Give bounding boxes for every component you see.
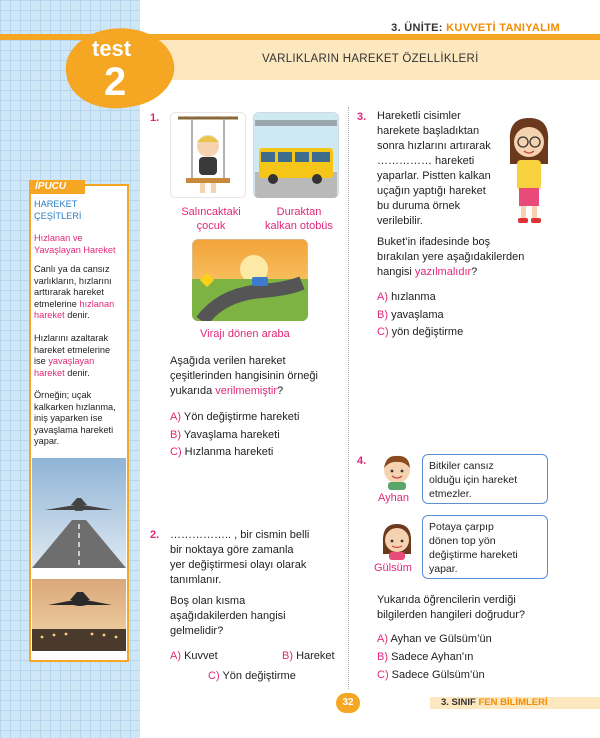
caption-swing: Salıncaktaki çocuk [181, 206, 241, 232]
q1-option-c[interactable]: C) Hızlanma hareketi [170, 446, 274, 458]
page-number: 32 [336, 693, 360, 713]
q4-question: Yukarıda öğrencilerin verdiği bilgilerden hangileri doğrudur? [377, 594, 525, 621]
q1-stem: Aşağıda verilen hareket çeşitlerinden hangisinin örneği yukarıda verilmemiştir? [170, 355, 318, 397]
q2-option-b[interactable]: B) Hareket [282, 650, 335, 662]
q3-option-a[interactable]: A) hızlanma [377, 291, 436, 303]
gulsum-speech-bubble: Potaya çarpıp dönen top yön değiştirme hareketi yapar. [422, 515, 548, 579]
q2-stem: …………….. , bir cismin belli bir noktaya göre zamanla yer değiştirmesi olayı olarak tanımlanır. [170, 529, 310, 586]
plane-landing-image [32, 579, 126, 651]
ipucu-tab: İPUCU [29, 180, 85, 194]
q2-number: 2. [150, 529, 160, 541]
q4-option-c[interactable]: C) Sadece Gülsüm’ün [377, 669, 485, 681]
q1-number: 1. [150, 112, 160, 124]
q1-option-b[interactable]: B) Yavaşlama hareketi [170, 429, 280, 441]
swing-child-image [170, 112, 246, 198]
q2-option-c[interactable]: C) Yön değiştirme [208, 670, 296, 682]
ipucu-para3: Örneğin; uçak kalkarken hızlanma, iniş yaparken ise yavaşlama hareketi yapar. [34, 390, 116, 447]
girl-buket-illustration [500, 112, 558, 230]
q1-option-a[interactable]: A) Yön değiştirme hareketi [170, 411, 300, 423]
q4-number: 4. [357, 455, 367, 467]
plane-takeoff-image [32, 458, 126, 568]
q3-stem: Hareketli cisimler harekete başladıktan sonra hızlarını artırarak …………… hareketi yaparlar. Pistten kalkan uçağın yaptığı hareket bu duruma örnek verilebilir. [377, 110, 491, 227]
subject-title: VARLIKLARIN HAREKET ÖZELLİKLERİ [262, 53, 479, 65]
q2-option-a[interactable]: A) Kuvvet [170, 650, 218, 662]
caption-bus: Duraktan kalkan otobüs [265, 206, 333, 232]
boy-ayhan-avatar [380, 452, 414, 490]
q4-option-b[interactable]: B) Sadece Ayhan’ın [377, 651, 474, 663]
q3-question: Buket’in ifadesinde boş bırakılan yere aşağıdakilerden hangisi yazılmalıdır? [377, 236, 525, 278]
ipucu-para2: Hızlarını azaltarak hareket etmelerine ise yavaşlayan hareket denir. [34, 333, 111, 378]
q3-number: 3. [357, 111, 367, 123]
bus-image [253, 112, 339, 198]
ipucu-heading: HAREKET ÇEŞİTLERİ [34, 199, 82, 221]
q2-question: Boş olan kısma aşağıdakilerden hangisi gelmelidir? [170, 595, 286, 637]
q3-option-b[interactable]: B) yavaşlama [377, 309, 444, 321]
column-divider [348, 107, 349, 689]
ipucu-subheading: Hızlanan ve Yavaşlayan Hareket [34, 233, 116, 255]
footer-title: 3. SINIF FEN BİLİMLERİ [441, 697, 548, 708]
caption-car: Virajı dönen araba [200, 328, 290, 340]
curved-road-car-image [192, 239, 308, 321]
badge-word: test [92, 36, 132, 61]
ayhan-speech-bubble: Bitkiler cansız olduğu için hareket etmezler. [422, 454, 548, 504]
ipucu-para1: Canlı ya da cansız varlıkların, hızlarını arttırarak hareket etmelerine hızlanan hareket denir. [34, 264, 115, 321]
q3-option-c[interactable]: C) yön değiştirme [377, 326, 464, 338]
unit-title: 3. ÜNİTE: KUVVETİ TANIYALIM [391, 22, 560, 34]
ayhan-name: Ayhan [378, 492, 409, 504]
gulsum-name: Gülsüm [374, 562, 412, 574]
q4-option-a[interactable]: A) Ayhan ve Gülsüm’ün [377, 633, 492, 645]
badge-number: 2 [104, 60, 127, 104]
girl-gulsum-avatar [380, 520, 414, 560]
